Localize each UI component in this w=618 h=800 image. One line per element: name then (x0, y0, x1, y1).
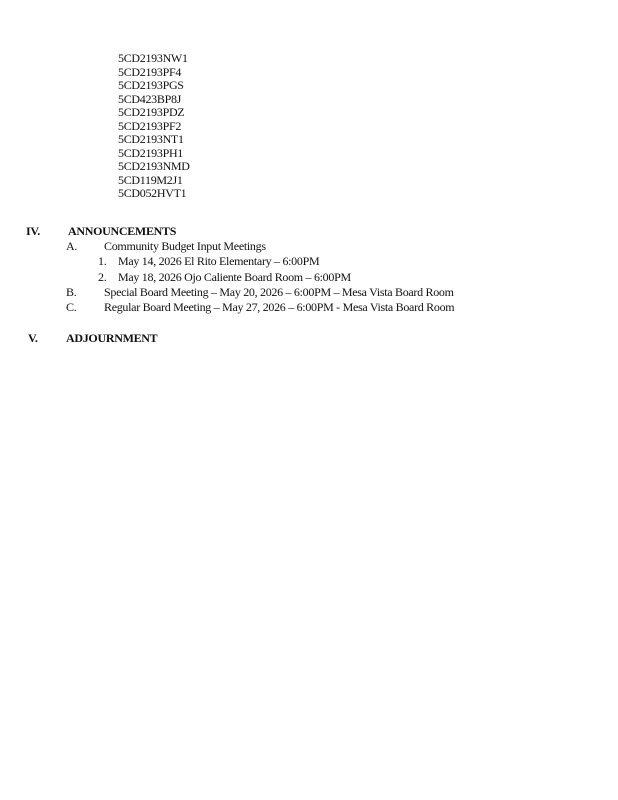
section-number-adjournment: V. (28, 331, 38, 345)
list-item-serial: 5CD2193PF2 (118, 118, 182, 133)
section-title-announcements: ANNOUNCEMENTS (68, 224, 177, 238)
announcement-item-b: Special Board Meeting – May 20, 2026 – 6:00PM – Mesa Vista Board Room (104, 285, 454, 299)
list-item-serial: 5CD2193PDZ (118, 105, 185, 119)
section-number-announcements: IV. (26, 224, 40, 238)
sub-item-number-2: 2. (98, 270, 107, 284)
list-item-serial: 5CD052HVT1 (118, 186, 187, 200)
sub-item-2: May 18, 2026 Ojo Caliente Board Room – 6:00PM (118, 270, 351, 284)
announcement-letter-a: A. (66, 239, 78, 253)
announcement-letter-b: B. (66, 285, 77, 299)
list-item-serial: 5CD2193PGS (118, 78, 184, 92)
list-item-serial: 5CD2193PH1 (118, 145, 184, 160)
list-item-serial: 5CD2193NMD (118, 159, 190, 173)
list-item-serial: 5CD2193PF4 (118, 64, 182, 79)
list-item-serial: 5CD2193NT1 (118, 132, 184, 146)
sub-item-number-1: 1. (98, 254, 107, 268)
announcement-item-a: Community Budget Input Meetings (104, 239, 266, 253)
announcement-letter-c: C. (66, 300, 77, 314)
list-item-serial: 5CD423BP8J (118, 91, 182, 106)
sub-item-1: May 14, 2026 El Rito Elementary – 6:00PM (118, 254, 320, 268)
announcement-item-c: Regular Board Meeting – May 27, 2026 – 6:00PM - Mesa Vista Board Room (104, 300, 455, 314)
section-title-adjournment: ADJOURNMENT (66, 331, 158, 345)
list-item-serial: 5CD119M2J1 (118, 172, 183, 187)
list-item-serial: 5CD2193NW1 (118, 51, 188, 65)
